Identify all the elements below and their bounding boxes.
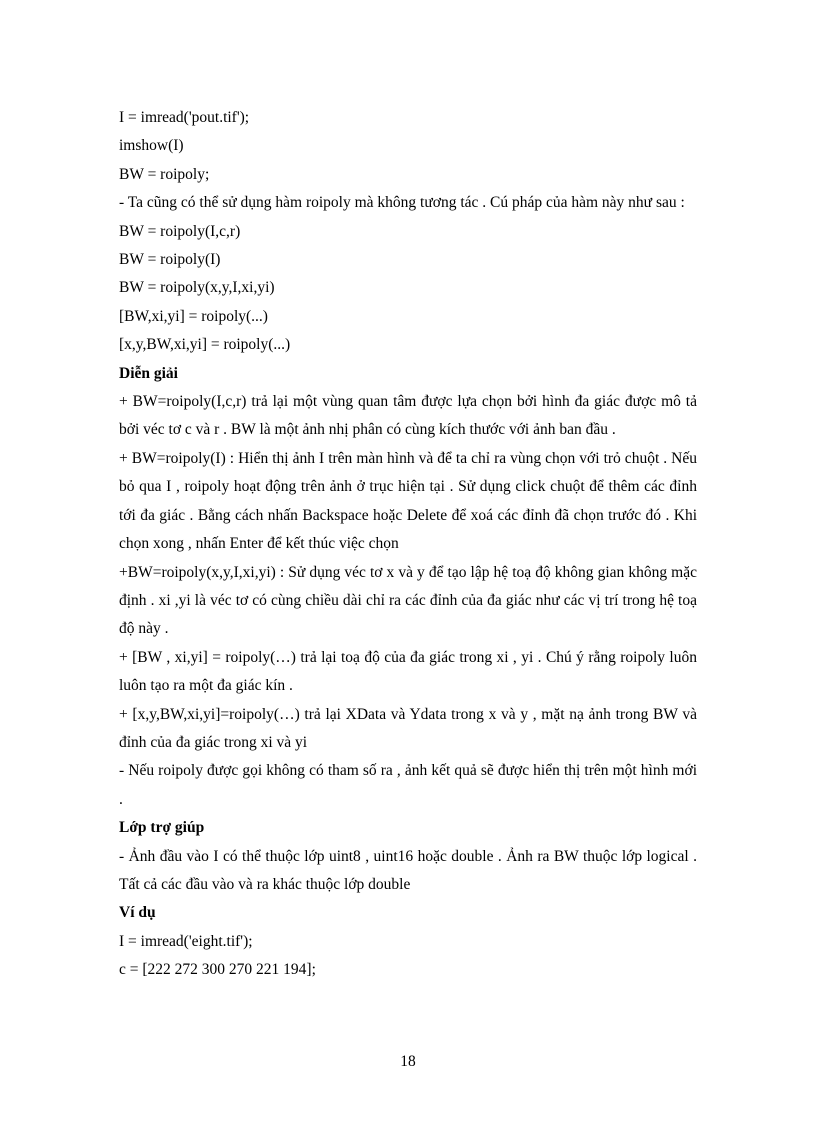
page-number: 18 (400, 1053, 416, 1070)
explanation-paragraph: + [BW , xi,yi] = roipoly(…) trả lại toạ độ của đa giác trong xi , yi . Chú ý rằng roipoly luôn luôn tạo ra một đa giác kín . (119, 648, 697, 695)
explanation-paragraph: + BW=roipoly(I) : Hiển thị ảnh I trên màn hình và để ta chỉ ra vùng chọn với trỏ chuột . Nếu bỏ qua I , roipoly hoạt động trên ảnh ở trục hiện tại . Sử dụng click chuột để thêm các đỉnh tới đa giác . Bằng cách nhấn Backspace hoặc Delete để xoá các đỉnh đã chọn trước đó . Khi chọn xong , nhấn Enter để kết thúc việc chọn (119, 449, 697, 553)
example-code-line: c = [222 272 300 270 221 194]; (119, 961, 316, 979)
class-paragraph: - Ảnh đầu vào I có thể thuộc lớp uint8 , uint16 hoặc double . Ảnh ra BW thuộc lớp logical . Tất cả các đầu vào và ra khác thuộc lớp double (119, 847, 697, 893)
syntax-line: BW = roipoly(I) (119, 251, 221, 269)
explanation-paragraph: + BW=roipoly(I,c,r) trả lại một vùng quan tâm được lựa chọn bởi hình đa giác được mô tả bởi véc tơ c và r . BW là một ảnh nhị phân có cùng kích thước với ảnh ban đầu . (119, 393, 697, 439)
explanation-paragraph: + [x,y,BW,xi,yi]=roipoly(…) trả lại XData và Ydata trong x và y , mặt nạ ảnh trong BW và đỉnh của đa giác trong xi và yi (119, 705, 697, 751)
code-line: BW = roipoly; (119, 165, 210, 183)
explanation-heading: Diễn giải (119, 364, 178, 382)
example-heading: Ví dụ (119, 904, 156, 922)
syntax-line: [x,y,BW,xi,yi] = roipoly(...) (119, 336, 291, 354)
syntax-line: BW = roipoly(x,y,I,xi,yi) (119, 279, 275, 297)
code-line: I = imread('pout.tif'); (119, 109, 250, 126)
syntax-line: [BW,xi,yi] = roipoly(...) (119, 307, 268, 325)
note-paragraph: - Ta cũng có thể sử dụng hàm roipoly mà không tương tác . Cú pháp của hàm này như sau : (119, 194, 685, 212)
explanation-paragraph: +BW=roipoly(x,y,I,xi,yi) : Sử dụng véc tơ x và y để tạo lập hệ toạ độ không gian không mặc định . xi ,yi là véc tơ có cùng chiều dài chỉ ra các đỉnh của đa giác như các vị trí trong hệ toạ độ này . (119, 563, 697, 638)
class-heading: Lớp trợ giúp (119, 819, 205, 837)
syntax-line: BW = roipoly(I,c,r) (119, 222, 241, 240)
document-body (119, 104, 697, 985)
explanation-paragraph: - Nếu roipoly được gọi không có tham số ra , ảnh kết quả sẽ được hiển thị trên một hình mới . (119, 762, 697, 808)
code-line: imshow(I) (119, 137, 184, 155)
example-code-line: I = imread('eight.tif'); (119, 932, 253, 950)
